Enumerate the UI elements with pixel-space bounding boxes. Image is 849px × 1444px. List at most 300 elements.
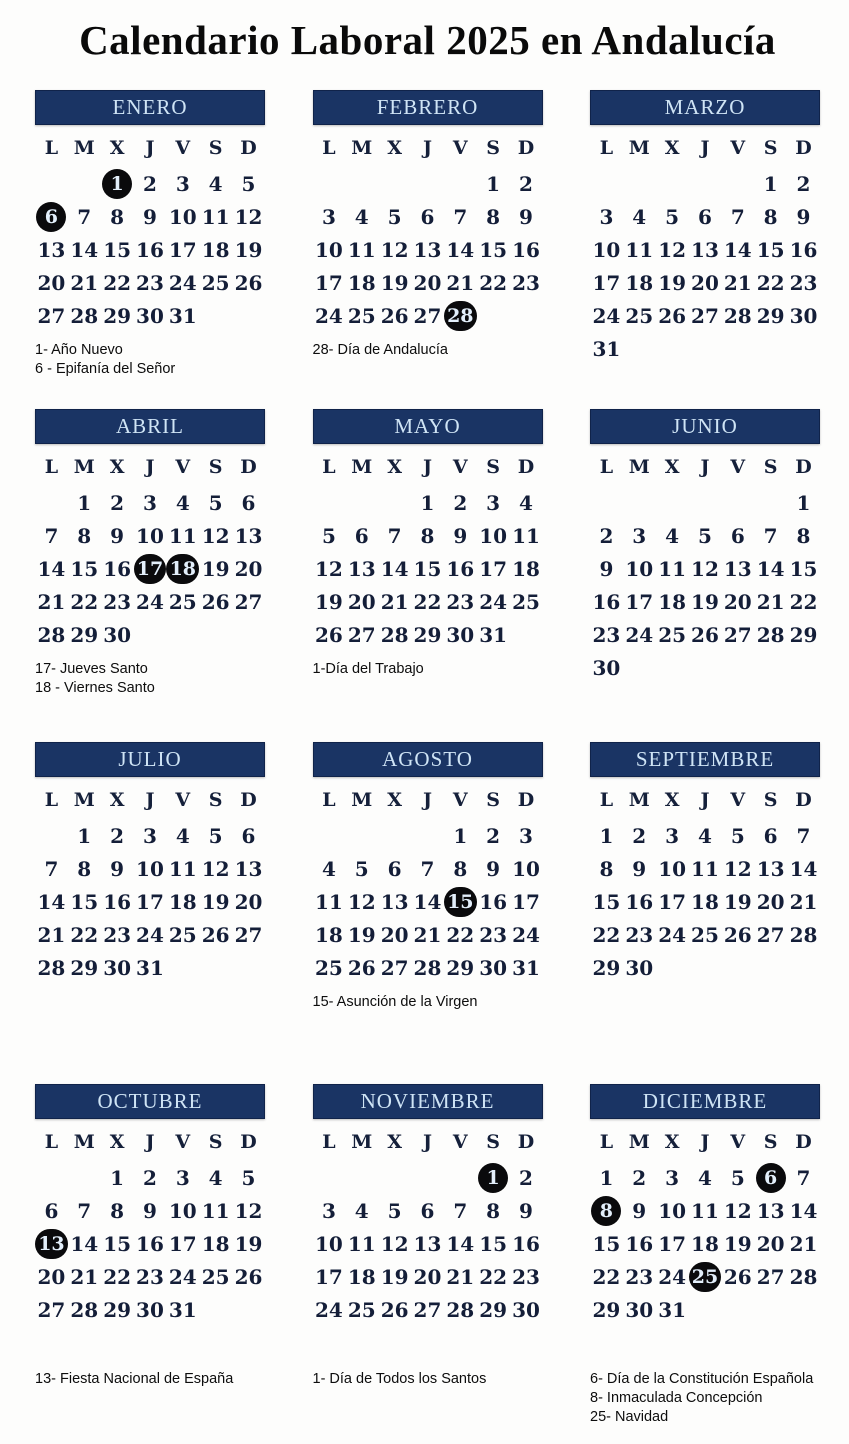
day-cell [199,819,232,852]
day-cell [590,266,623,299]
month-grid [313,129,543,332]
day-number: 24 [168,270,197,295]
legend-entry: 17- Jueves Santo [35,661,148,677]
empty-cell [623,167,656,200]
week-row [590,200,820,233]
day-cell [444,486,477,519]
day-cell [166,1227,199,1260]
day-number: 19 [658,270,687,295]
weekday-header-row [35,781,265,819]
day-number: 25 [512,589,540,614]
day-number: 30 [103,622,132,647]
day-number: 27 [756,1264,785,1289]
empty-cell [689,167,722,200]
day-number: 23 [512,270,540,295]
day-cell [199,200,232,233]
day-cell [378,1260,411,1293]
weekday-header-row [35,1123,265,1161]
day-cell [378,519,411,552]
day-number: 16 [136,237,164,262]
day-cell [510,1161,543,1194]
day-number: 29 [103,1297,132,1322]
day-number: 25 [347,1297,376,1322]
weekday-header: J [700,456,710,478]
day-cell [477,1194,510,1227]
day-cell [68,519,101,552]
day-cell [199,918,232,951]
day-number: 31 [168,1297,197,1322]
week-row [590,486,820,519]
month-legend [590,1370,820,1427]
day-cell [199,552,232,585]
day-number: 17 [512,889,540,914]
day-cell [101,266,134,299]
day-cell [166,486,199,519]
empty-cell [345,1161,378,1194]
day-number: 24 [136,922,164,947]
day-cell [477,1293,510,1326]
day-number: 6 [241,823,256,848]
day-number: 11 [315,889,343,914]
day-number: 2 [110,823,125,848]
day-cell [754,233,787,266]
day-number: 25 [201,270,230,295]
day-number: 9 [142,1198,157,1223]
day-cell [411,1194,444,1227]
day-number: 6 [420,204,435,229]
week-row [313,1293,543,1326]
day-number: 17 [625,589,654,614]
empty-cell [689,951,722,984]
week-row [35,585,265,618]
day-number: 24 [136,589,164,614]
day-number: 2 [796,171,811,196]
day-number: 19 [315,589,343,614]
month-legend [313,341,543,360]
day-cell [754,167,787,200]
day-cell [134,1227,167,1260]
week-row [590,1161,820,1194]
day-cell [721,519,754,552]
day-cell [68,299,101,332]
day-cell [590,852,623,885]
day-cell [444,618,477,651]
day-cell [134,1194,167,1227]
day-number: 27 [723,622,752,647]
day-cell [689,266,722,299]
day-cell [199,1161,232,1194]
day-number: 9 [599,556,614,581]
holiday-badge: 6 [756,1163,786,1193]
empty-cell [689,1293,722,1326]
weekday-header: L [322,789,336,811]
weekday-header: J [145,1131,155,1153]
weekday-header: X [387,137,402,159]
legend-entry: 18 - Viernes Santo [35,680,155,696]
day-cell [477,618,510,651]
week-row [313,618,543,651]
weekday-header: V [730,137,746,159]
day-cell [411,585,444,618]
day-cell [689,1227,722,1260]
day-cell [101,1227,134,1260]
month-row-2 [35,409,820,742]
empty-cell [787,332,820,365]
day-cell [590,332,623,365]
day-number: 23 [512,1264,540,1289]
day-number: 27 [380,955,409,980]
day-cell [134,299,167,332]
day-number: 20 [37,1264,66,1289]
day-cell [721,552,754,585]
day-cell [166,266,199,299]
empty-cell [411,167,444,200]
day-cell [510,1227,543,1260]
day-cell [590,200,623,233]
day-number: 3 [665,1165,680,1190]
empty-cell [590,167,623,200]
day-number: 11 [691,856,719,881]
day-cell [787,266,820,299]
day-cell [477,918,510,951]
weekday-header: X [664,456,680,478]
day-cell [510,519,543,552]
day-number: 14 [789,1198,818,1223]
day-number: 7 [44,856,59,881]
day-number: 18 [512,556,540,581]
weekday-header: J [422,456,432,478]
day-number: 1 [599,823,614,848]
day-cell [787,200,820,233]
day-cell [378,852,411,885]
empty-cell [411,819,444,852]
day-cell [510,167,543,200]
weekday-header: V [452,1131,468,1153]
day-number: 8 [486,204,501,229]
day-cell [166,519,199,552]
month-row-3 [35,742,820,1084]
day-cell [721,1161,754,1194]
day-number: 19 [234,1231,263,1256]
day-cell [134,1260,167,1293]
day-number: 20 [756,889,785,914]
day-cell [101,200,134,233]
day-number: 26 [658,303,687,328]
empty-cell [689,486,722,519]
day-cell [510,552,543,585]
day-cell [101,951,134,984]
weekday-header: M [628,456,650,478]
day-cell [721,819,754,852]
week-row [35,299,265,332]
day-number: 14 [380,556,409,581]
day-number: 4 [208,1165,223,1190]
empty-cell [35,1161,68,1194]
day-cell [787,1161,820,1194]
day-number: 8 [486,1198,501,1223]
day-cell [721,918,754,951]
day-number: 7 [77,1198,92,1223]
weekday-header: J [700,1131,710,1153]
day-cell [232,1194,265,1227]
holiday-badge: 25 [689,1262,722,1292]
weekday-header-row [590,1123,820,1161]
week-row [590,233,820,266]
day-number: 16 [446,556,475,581]
weekday-header: S [486,137,500,159]
day-number: 26 [380,1297,409,1322]
day-number: 11 [658,556,687,581]
day-number: 16 [103,889,132,914]
weekday-header: X [664,1131,680,1153]
day-cell [444,200,477,233]
day-number: 21 [37,589,66,614]
day-number: 28 [37,622,66,647]
day-cell [623,1260,656,1293]
day-number: 14 [37,889,66,914]
day-cell [411,1293,444,1326]
day-cell [411,885,444,918]
day-number: 28 [70,303,99,328]
weekday-header: D [795,1131,812,1153]
day-number: 8 [599,856,614,881]
legend-entry: 1- Año Nuevo [35,342,123,358]
day-cell [590,552,623,585]
day-number: 19 [380,270,409,295]
day-number: 13 [691,237,719,262]
day-number: 21 [70,270,99,295]
day-number: 1 [763,171,778,196]
holiday-day-cell [101,167,134,200]
day-cell [232,852,265,885]
empty-cell [68,167,101,200]
weekday-header: V [175,789,191,811]
day-number: 11 [512,523,540,548]
day-number: 28 [413,955,442,980]
month-title: JULIO [35,742,265,777]
empty-cell [345,167,378,200]
day-cell [689,1161,722,1194]
day-cell [166,918,199,951]
empty-cell [656,332,689,365]
week-row [590,852,820,885]
day-cell [623,918,656,951]
day-cell [35,1194,68,1227]
day-cell [35,233,68,266]
day-number: 30 [103,955,132,980]
weekday-header: D [240,456,257,478]
empty-cell [721,167,754,200]
legend-entry: 28- Día de Andalucía [312,342,448,358]
week-row [590,552,820,585]
week-row [313,266,543,299]
day-cell [656,585,689,618]
day-number: 14 [70,237,99,262]
month-grid [590,129,820,365]
day-cell [787,1227,820,1260]
empty-cell [134,618,167,651]
day-number: 23 [103,922,132,947]
day-number: 22 [756,270,785,295]
empty-cell [787,1293,820,1326]
weekday-header: L [599,137,614,159]
day-number: 9 [632,1198,647,1223]
day-number: 16 [479,889,508,914]
day-number: 22 [446,922,475,947]
weekday-header: M [73,789,95,811]
day-cell [754,1194,787,1227]
day-number: 7 [763,523,778,548]
empty-cell [232,951,265,984]
day-number: 27 [413,303,442,328]
empty-cell [787,951,820,984]
empty-cell [35,167,68,200]
day-cell [101,233,134,266]
day-cell [787,885,820,918]
month-septiembre [590,742,820,1084]
week-row [590,585,820,618]
day-cell [623,266,656,299]
day-number: 16 [789,237,818,262]
day-cell [590,819,623,852]
day-cell [656,918,689,951]
day-cell [68,1293,101,1326]
day-number: 17 [658,1231,687,1256]
month-title: DICIEMBRE [590,1084,820,1119]
day-number: 28 [756,622,785,647]
day-number: 17 [315,270,343,295]
day-cell [411,266,444,299]
day-number: 25 [625,303,654,328]
legend-entry: 6- Día de la Constitución Española [590,1371,814,1387]
empty-cell [68,1161,101,1194]
day-number: 3 [519,823,533,848]
day-number: 27 [234,922,263,947]
day-number: 11 [625,237,654,262]
week-row [590,1293,820,1326]
empty-cell [232,299,265,332]
weekday-header-row [313,1123,543,1161]
empty-cell [345,486,378,519]
week-row [590,1194,820,1227]
month-title: OCTUBRE [35,1084,265,1119]
month-diciembre [590,1084,820,1438]
day-number: 24 [512,922,540,947]
day-cell [134,1161,167,1194]
day-number: 21 [756,589,785,614]
day-number: 16 [625,889,654,914]
day-number: 23 [136,1264,164,1289]
day-number: 19 [201,556,230,581]
weekday-header: X [109,789,125,811]
weekday-header: V [175,137,191,159]
day-cell [787,233,820,266]
day-number: 16 [136,1231,164,1256]
day-number: 16 [592,589,621,614]
day-number: 8 [110,204,125,229]
weekday-header: S [208,137,223,159]
day-number: 12 [347,889,376,914]
day-cell [313,299,346,332]
day-cell [787,299,820,332]
empty-cell [411,1161,444,1194]
month-grid [35,448,265,651]
day-cell [721,1260,754,1293]
day-cell [411,486,444,519]
day-cell [689,1194,722,1227]
month-title: AGOSTO [313,742,543,777]
weekday-header: D [517,789,535,811]
day-cell [623,519,656,552]
weekday-header: J [145,456,155,478]
day-cell [68,951,101,984]
day-cell [721,618,754,651]
day-cell [134,167,167,200]
week-row [35,1227,265,1260]
day-number: 26 [234,1264,263,1289]
day-number: 20 [756,1231,785,1256]
weekday-header: S [486,789,500,811]
week-row [35,819,265,852]
holiday-badge: 1 [478,1163,508,1193]
day-number: 19 [347,922,376,947]
weekday-header-row [313,129,543,167]
day-cell [199,585,232,618]
weekday-header: D [795,789,812,811]
weekday-header: M [73,137,95,159]
day-cell [134,519,167,552]
month-grid [590,781,820,984]
legend-entry: 1- Día de Todos los Santos [312,1371,487,1387]
day-cell [510,486,543,519]
weekday-header: M [628,137,650,159]
day-number: 21 [446,1264,475,1289]
day-number: 14 [723,237,752,262]
day-number: 9 [632,856,647,881]
day-number: 30 [625,1297,654,1322]
day-number: 11 [168,523,197,548]
day-cell [345,852,378,885]
day-number: 8 [453,856,468,881]
day-cell [689,299,722,332]
day-number: 30 [136,1297,164,1322]
month-legend [35,1370,265,1389]
day-number: 11 [691,1198,719,1223]
week-row [590,1227,820,1260]
day-number: 5 [730,1165,745,1190]
weekday-header: V [175,1131,191,1153]
empty-cell [510,299,543,332]
weekday-header: V [452,456,468,478]
day-number: 17 [315,1264,343,1289]
day-number: 29 [70,955,99,980]
day-cell [101,299,134,332]
day-number: 15 [756,237,785,262]
month-grid [35,129,265,332]
day-cell [101,1293,134,1326]
day-cell [166,819,199,852]
day-number: 6 [387,856,402,881]
weekday-header: V [452,137,468,159]
day-cell [787,918,820,951]
day-number: 2 [519,1165,533,1190]
day-number: 12 [234,204,263,229]
day-cell [510,852,543,885]
month-abril [35,409,265,742]
empty-cell [199,1293,232,1326]
empty-cell [378,819,411,852]
day-number: 8 [77,523,92,548]
